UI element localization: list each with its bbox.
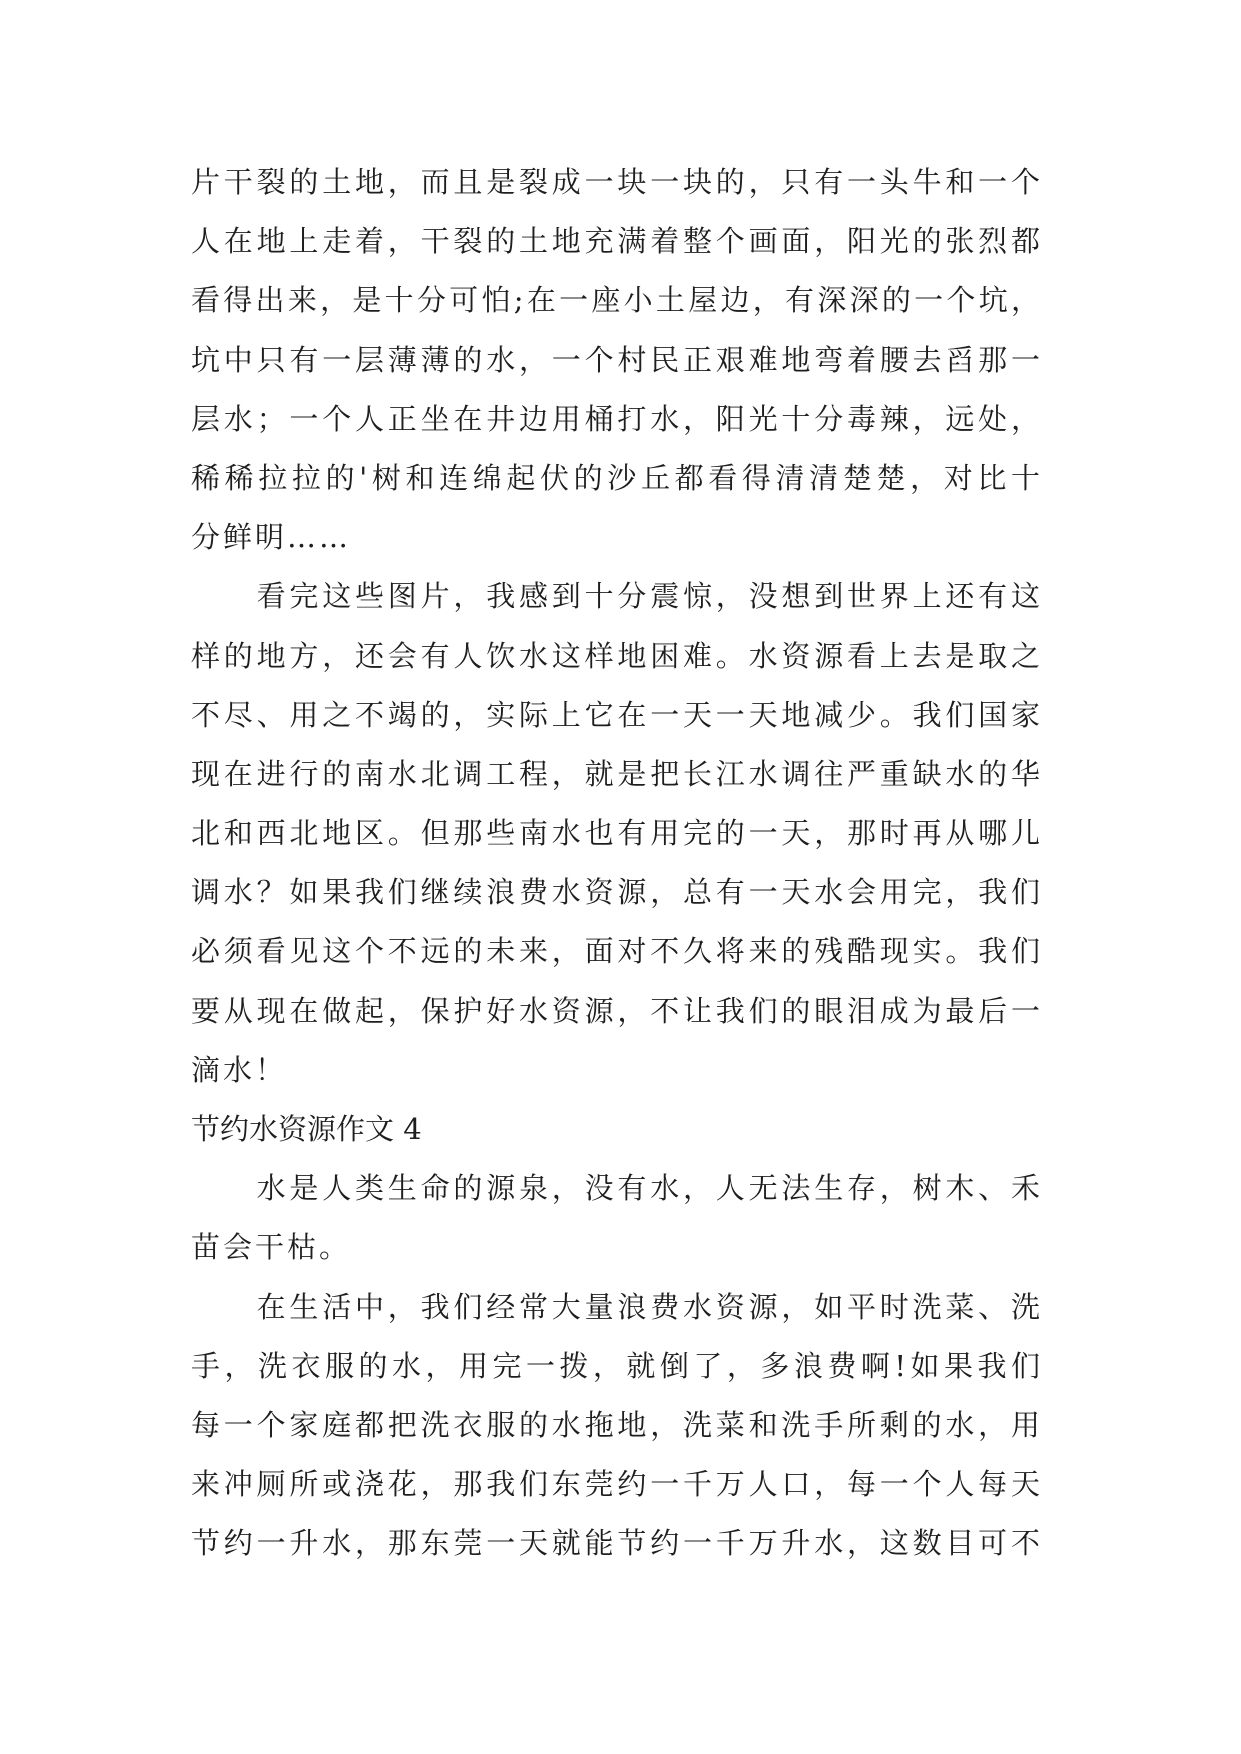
text-line: 手，洗衣服的水，用完一拨，就倒了，多浪费啊!如果我们	[191, 1348, 1043, 1383]
text-line: 节约一升水，那东莞一天就能节约一千万升水，这数目可不	[191, 1526, 1043, 1561]
text-line: 层水；一个人正坐在井边用桶打水，阳光十分毒辣，远处，	[191, 401, 1043, 436]
text-line: 来冲厕所或浇花，那我们东莞约一千万人口，每一个人每天	[191, 1467, 1043, 1502]
text-line: 不尽、用之不竭的，实际上它在一天一天地减少。我们国家	[191, 697, 1043, 732]
text-line: 稀稀拉拉的'树和连绵起伏的沙丘都看得清清楚楚，对比十	[191, 460, 1043, 495]
paragraph	[191, 567, 1043, 1100]
text-line: 分鲜明……	[191, 520, 352, 555]
text-column	[191, 153, 1043, 1574]
section-heading	[191, 1100, 1043, 1159]
text-line: 看得出来，是十分可怕;在一座小土屋边，有深深的一个坑，	[191, 283, 1043, 318]
paragraph	[191, 1159, 1043, 1277]
text-line: 北和西北地区。但那些南水也有用完的一天，那时再从哪儿	[191, 816, 1043, 851]
text-line: 必须看见这个不远的未来，面对不久将来的残酷现实。我们	[191, 934, 1043, 969]
text-line: 苗会干枯。	[191, 1230, 352, 1265]
text-line: 每一个家庭都把洗衣服的水拖地，洗菜和洗手所剩的水，用	[191, 1407, 1043, 1442]
text-line: 人在地上走着，干裂的土地充满着整个画面，阳光的张烈都	[191, 224, 1043, 259]
text-line: 在生活中，我们经常大量浪费水资源，如平时洗菜、洗	[256, 1289, 1043, 1324]
text-line: 要从现在做起，保护好水资源，不让我们的眼泪成为最后一	[191, 993, 1043, 1028]
text-line: 看完这些图片，我感到十分震惊，没想到世界上还有这	[256, 579, 1043, 614]
paragraph-continued	[191, 153, 1043, 567]
heading-text: 节约水资源作文 4	[191, 1112, 422, 1146]
text-line: 坑中只有一层薄薄的水，一个村民正艰难地弯着腰去舀那一	[191, 342, 1043, 377]
text-line: 片干裂的土地，而且是裂成一块一块的，只有一头牛和一个	[191, 165, 1043, 199]
text-line: 现在进行的南水北调工程，就是把长江水调往严重缺水的华	[191, 756, 1043, 791]
text-line: 滴水！	[191, 1052, 288, 1087]
paragraph	[191, 1278, 1043, 1574]
text-line: 水是人类生命的源泉，没有水，人无法生存，树木、禾	[256, 1171, 1043, 1206]
text-line: 样的地方，还会有人饮水这样地困难。水资源看上去是取之	[191, 638, 1043, 673]
text-line: 调水？如果我们继续浪费水资源，总有一天水会用完，我们	[191, 875, 1043, 910]
